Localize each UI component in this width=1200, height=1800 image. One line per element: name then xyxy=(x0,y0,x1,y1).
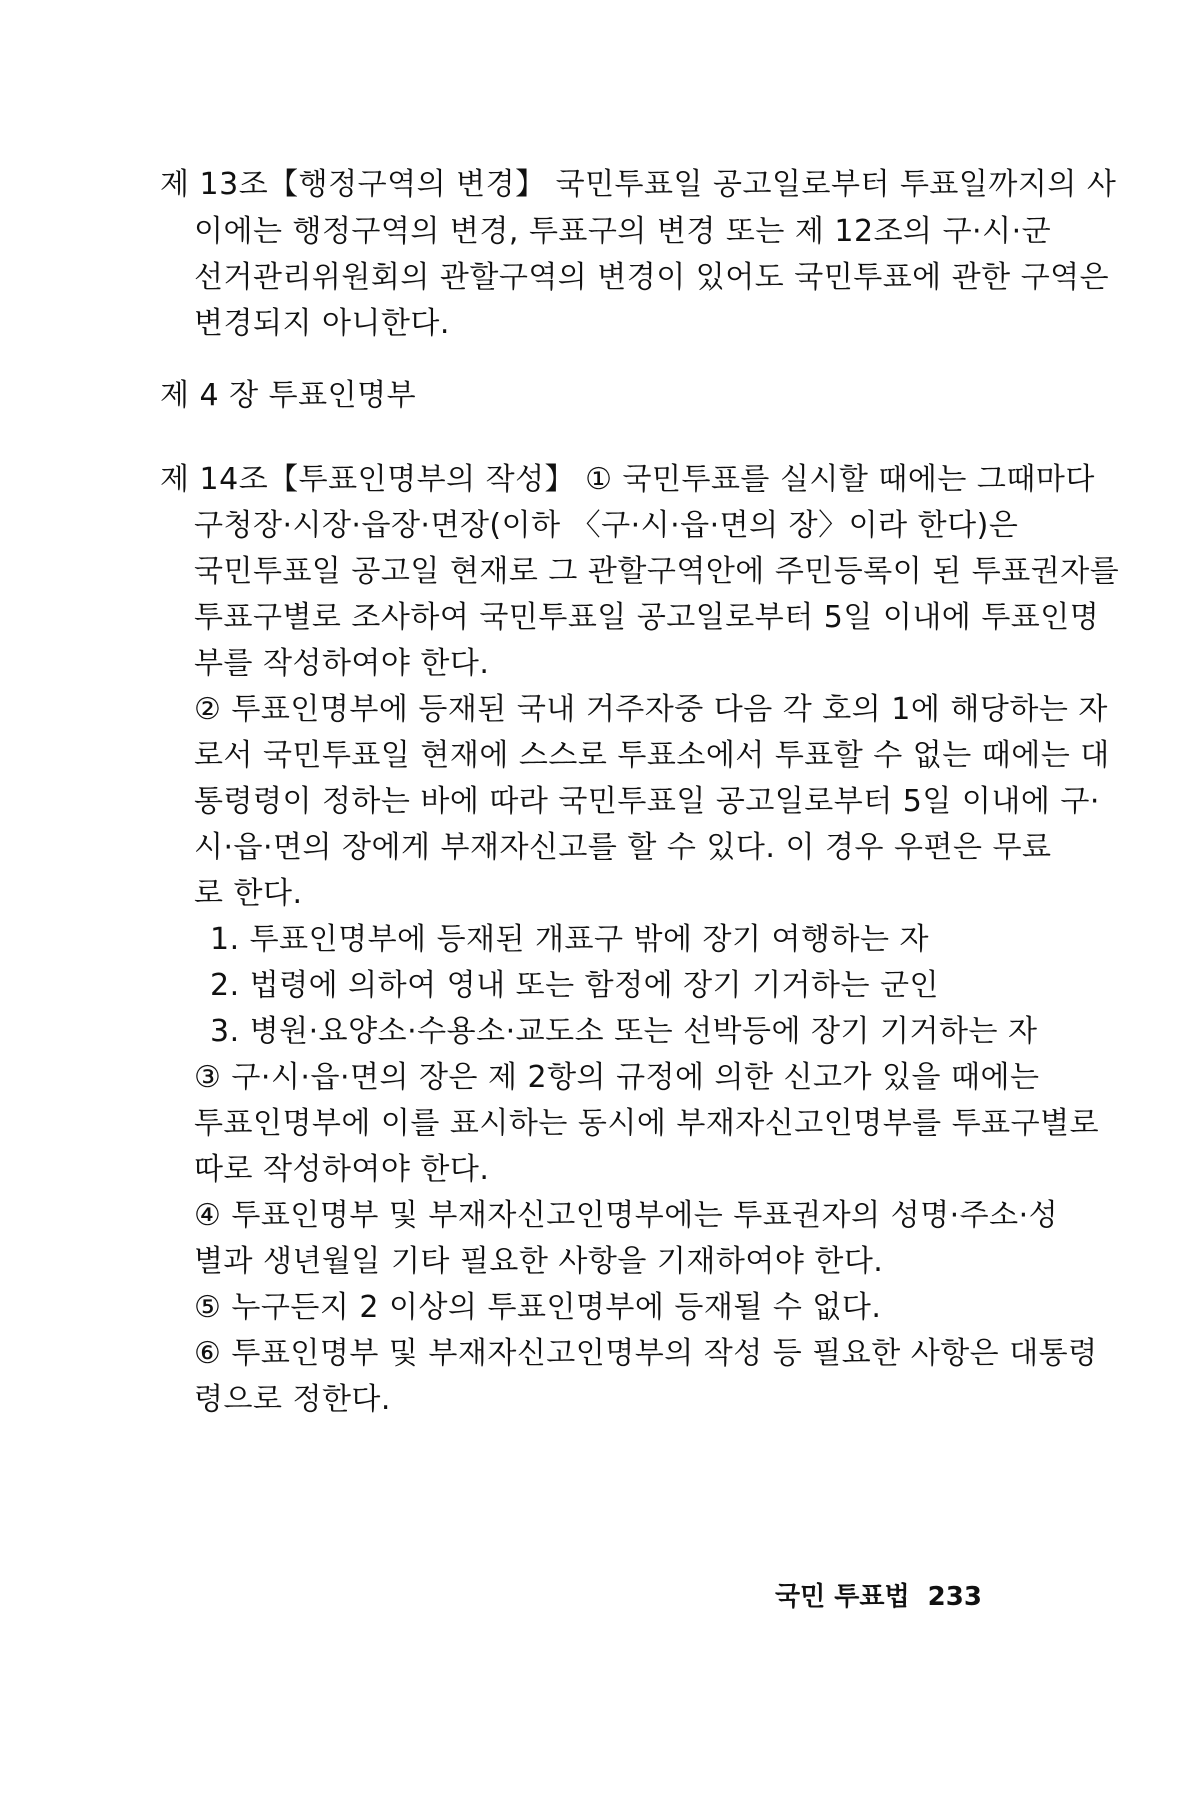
article-14-list-item-2: 2. 법령에 의하여 영내 또는 함정에 장기 기거하는 군인 xyxy=(210,968,939,1003)
chapter-heading: 제 4 장 투표인명부 xyxy=(160,378,417,413)
article-14-paragraph-5-line: ⑤ 누구든지 2 이상의 투표인명부에 등재될 수 없다. xyxy=(194,1290,882,1325)
article-14-paragraph-4-line: ④ 투표인명부 및 부재자신고인명부에는 투표권자의 성명·주소·성 xyxy=(194,1198,1059,1233)
article-13-body-line: 선거관리위원회의 관할구역의 변경이 있어도 국민투표에 관한 구역은 xyxy=(194,260,1110,295)
article-14-body-line: 투표인명부에 이를 표시하는 동시에 부재자신고인명부를 투표구별로 xyxy=(194,1106,1100,1141)
article-14-body-line: 별과 생년월일 기타 필요한 사항을 기재하여야 한다. xyxy=(194,1244,884,1279)
article-14-body-line: 부를 작성하여야 한다. xyxy=(194,646,490,681)
article-14-body-line: 따로 작성하여야 한다. xyxy=(194,1152,490,1187)
running-footer-title: 국민 투표법 xyxy=(775,1582,910,1612)
article-14-paragraph-3-line: ③ 구·시·읍·면의 장은 제 2항의 규정에 의한 신고가 있을 때에는 xyxy=(194,1060,1040,1095)
article-13-body-line: 이에는 행정구역의 변경, 투표구의 변경 또는 제 12조의 구·시·군 xyxy=(194,214,1052,249)
article-14-body-line: 로 한다. xyxy=(194,876,303,911)
article-14-body-line: 로서 국민투표일 현재에 스스로 투표소에서 투표할 수 없는 때에는 대 xyxy=(194,738,1110,773)
article-14-body-line: 시·읍·면의 장에게 부재자신고를 할 수 있다. 이 경우 우편은 무료 xyxy=(194,830,1052,865)
article-14-body-line: 구청장·시장·읍장·면장(이하 〈구·시·읍·면의 장〉이라 한다)은 xyxy=(194,508,1019,543)
article-13-body-line: 변경되지 아니한다. xyxy=(194,306,450,341)
article-14-heading-line: 제 14조【투표인명부의 작성】 ① 국민투표를 실시할 때에는 그때마다 xyxy=(160,462,1095,497)
article-14-body-line: 령으로 정한다. xyxy=(194,1382,391,1417)
article-14-paragraph-2-line: ② 투표인명부에 등재된 국내 거주자중 다음 각 호의 1에 해당하는 자 xyxy=(194,692,1108,727)
article-13-heading-line: 제 13조【행정구역의 변경】 국민투표일 공고일로부터 투표일까지의 사 xyxy=(160,167,1117,202)
page-footer xyxy=(775,1582,982,1612)
article-14-list-item-1: 1. 투표인명부에 등재된 개표구 밖에 장기 여행하는 자 xyxy=(210,922,929,957)
article-14-list-item-3: 3. 병원·요양소·수용소·교도소 또는 선박등에 장기 기거하는 자 xyxy=(210,1014,1038,1049)
article-14-paragraph-6-line: ⑥ 투표인명부 및 부재자신고인명부의 작성 등 필요한 사항은 대통령 xyxy=(194,1336,1098,1371)
article-14-body-line: 투표구별로 조사하여 국민투표일 공고일로부터 5일 이내에 투표인명 xyxy=(194,600,1100,635)
article-14-body-line: 국민투표일 공고일 현재로 그 관할구역안에 주민등록이 된 투표권자를 xyxy=(194,554,1120,589)
page-number: 233 xyxy=(927,1582,982,1612)
article-14-body-line: 통령령이 정하는 바에 따라 국민투표일 공고일로부터 5일 이내에 구· xyxy=(194,784,1100,819)
